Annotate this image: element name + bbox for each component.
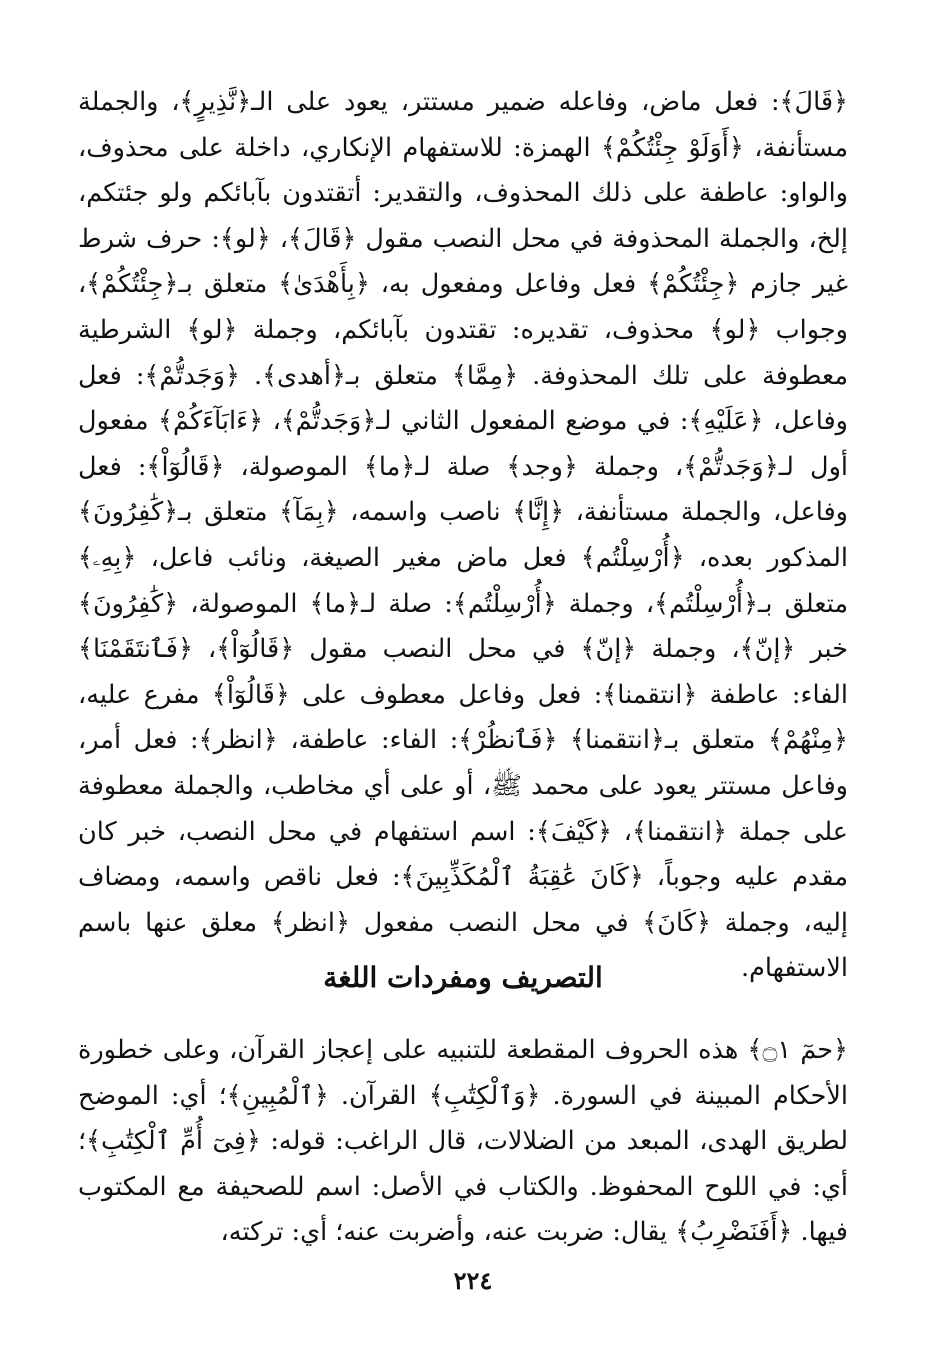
page-number: ٢٢٤ xyxy=(453,1266,493,1295)
vocabulary-section xyxy=(78,1028,848,1256)
book-page xyxy=(78,80,848,1280)
section-heading: التصريف ومفردات اللغة xyxy=(323,961,603,994)
vocabulary-paragraph: ﴿حمٓ ۝١﴾ هذه الحروف المقطعة للتنبيه على إعجاز القرآن، وعلى خطورة الأحكام المبينة في السورة. ﴿وَٱلْكِتَٰبِ﴾ القرآن. ﴿ٱلْمُبِينِ﴾؛ أي: الموضح لطريق الهدى، المبعد من الضلالات، قال الراغب: قوله: ﴿فِىٓ أُمِّ ٱلْكِتَٰبِ﴾؛ أي: في اللوح المحفوظ. والكتاب في الأصل: اسم للصحيفة مع المكتوب فيها. ﴿أَفَنَضْرِبُ﴾ يقال: ضربت عنه، وأضربت عنه؛ أي: تركته، xyxy=(78,1035,848,1248)
grammar-analysis-paragraph: ﴿قَالَ﴾: فعل ماض، وفاعله ضمير مستتر، يعود على الـ﴿نَّذِيرٍ﴾، والجملة مستأنفة، ﴿أَوَلَوْ جِئْتُكُمْ﴾ الهمزة: للاستفهام الإنكاري، داخلة على محذوف، والواو: عاطفة على ذلك المحذوف، والتقدير: أتقتدون بآبائكم ولو جئتكم، إلخ، والجملة المحذوفة في محل النصب مقول ﴿قَالَ﴾، ﴿لو﴾: حرف شرط غير جازم ﴿جِئْتُكُمْ﴾ فعل وفاعل ومفعول به، ﴿بِأَهْدَىٰ﴾ متعلق بـ﴿جِئْتُكُمْ﴾، وجواب ﴿لو﴾ محذوف، تقديره: تقتدون بآبائكم، وجملة ﴿لو﴾ الشرطية معطوفة على تلك المحذوفة. ﴿مِمَّا﴾ متعلق بـ﴿أهدى﴾. ﴿وَجَدتُّمْ﴾: فعل وفاعل، ﴿عَلَيْهِ﴾: في موضع المفعول الثاني لـ﴿وَجَدتُّمْ﴾، ﴿ءَابَآءَكُمْ﴾ مفعول أول لـ﴿وَجَدتُّمْ﴾، وجملة ﴿وجد﴾ صلة لـ﴿ما﴾ الموصولة، ﴿قَالُوٓاْ﴾: فعل وفاعل، والجملة مستأنفة، ﴿إِنَّا﴾ ناصب واسمه، ﴿بِمَآ﴾ متعلق بـ﴿كَٰفِرُونَ﴾ المذكور بعده، ﴿أُرْسِلْتُم﴾ فعل ماض مغير الصيغة، ونائب فاعل، ﴿بِهِۦ﴾ متعلق بـ﴿أُرْسِلْتُم﴾، وجملة ﴿أُرْسِلْتُم﴾: صلة لـ﴿ما﴾ الموصولة، ﴿كَٰفِرُونَ﴾ خبر ﴿إنّ﴾، وجملة ﴿إنّ﴾ في محل النصب مقول ﴿قَالُوٓاْ﴾، ﴿فَٱنتَقَمْنَا﴾ الفاء: عاطفة ﴿انتقمنا﴾: فعل وفاعل معطوف على ﴿قَالُوٓاْ﴾ مفرع عليه، ﴿مِنْهُمْ﴾ متعلق بـ﴿انتقمنا﴾ ﴿فَٱنظُرْ﴾: الفاء: عاطفة، ﴿انظر﴾: فعل أمر، وفاعل مستتر يعود على محمد ﷺ، أو على أي مخاطب، والجملة معطوفة على جملة ﴿انتقمنا﴾، ﴿كَيْفَ﴾: اسم استفهام في محل النصب، خبر كان مقدم عليه وجوباً، ﴿كَانَ عَٰقِبَةُ ٱلْمُكَذِّبِينَ﴾: فعل ناقص واسمه، ومضاف إليه، وجملة ﴿كَانَ﴾ في محل النصب مفعول ﴿انظر﴾ معلق عنها باسم الاستفهام. xyxy=(78,87,848,984)
